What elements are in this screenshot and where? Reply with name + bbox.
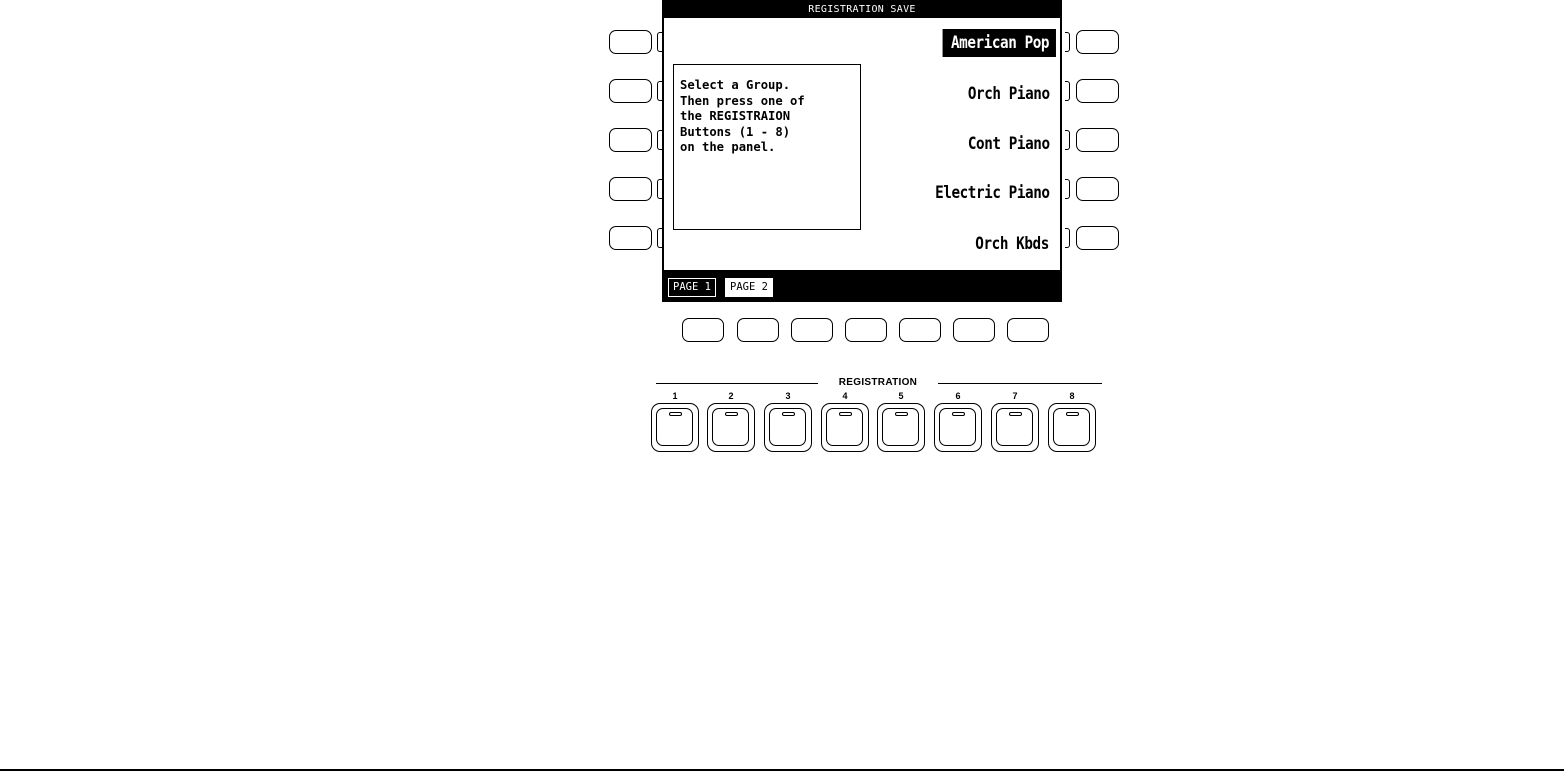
registration-number: 8 [1069,391,1075,401]
screen-title: REGISTRATION SAVE [664,2,1060,18]
bracket [1065,81,1070,101]
registration-button-face [826,408,863,446]
tab-page-1[interactable]: PAGE 1 [668,278,716,297]
left-button-4[interactable] [609,177,652,201]
group-item-electric-piano[interactable]: Electric Piano [934,183,1050,203]
bottom-button-1[interactable] [682,318,724,342]
instruction-message [673,64,861,230]
message-line: on the panel. [680,140,776,155]
registration-number: 6 [955,391,961,401]
bracket [1065,130,1070,150]
right-button-5[interactable] [1076,226,1119,250]
registration-button-face [882,408,919,446]
registration-button-4[interactable] [821,403,869,452]
registration-number: 4 [842,391,848,401]
group-item-american-pop[interactable]: American Pop [943,29,1056,57]
registration-button-face [996,408,1033,446]
registration-button-2[interactable] [707,403,755,452]
group-item-orch-piano[interactable]: Orch Piano [967,84,1050,104]
bottom-button-5[interactable] [899,318,941,342]
bracket [657,228,662,248]
bottom-button-2[interactable] [737,318,779,342]
led-indicator [782,412,795,416]
bottom-button-3[interactable] [791,318,833,342]
registration-button-5[interactable] [877,403,925,452]
left-button-5[interactable] [609,226,652,250]
right-button-3[interactable] [1076,128,1119,152]
bottom-button-4[interactable] [845,318,887,342]
registration-button-face [939,408,976,446]
left-button-1[interactable] [609,30,652,54]
registration-button-7[interactable] [991,403,1039,452]
message-line: Select a Group. [680,78,791,92]
group-item-orch-kbds[interactable]: Orch Kbds [975,234,1050,254]
led-indicator [1066,412,1079,416]
bottom-button-7[interactable] [1007,318,1049,342]
registration-number: 2 [728,391,734,401]
led-indicator [952,412,965,416]
registration-number: 7 [1012,391,1018,401]
registration-number: 3 [785,391,791,401]
registration-button-face [712,408,749,446]
message-line: Then press one of [680,93,805,108]
lcd-screen [662,0,1062,302]
bracket [1065,32,1070,52]
registration-number: 1 [672,391,678,401]
bracket [657,81,662,101]
registration-button-1[interactable] [651,403,699,452]
right-button-1[interactable] [1076,30,1119,54]
led-indicator [725,412,738,416]
registration-button-face [769,408,806,446]
message-line: Buttons (1 - 8) [680,124,791,139]
registration-number: 5 [898,391,904,401]
bracket [1065,179,1070,199]
page-tab-bar [664,270,1060,300]
bracket [657,32,662,52]
bottom-button-6[interactable] [953,318,995,342]
right-button-2[interactable] [1076,79,1119,103]
led-indicator [669,412,682,416]
registration-button-3[interactable] [764,403,812,452]
led-indicator [1009,412,1022,416]
registration-button-8[interactable] [1048,403,1096,452]
bracket [657,130,662,150]
left-button-3[interactable] [609,128,652,152]
registration-button-6[interactable] [934,403,982,452]
bracket [657,179,662,199]
message-line: the REGISTRAION [680,109,791,124]
left-button-2[interactable] [609,79,652,103]
tab-page-2[interactable]: PAGE 2 [725,278,773,297]
right-button-4[interactable] [1076,177,1119,201]
registration-button-face [656,408,693,446]
led-indicator [895,412,908,416]
group-item-cont-piano[interactable]: Cont Piano [967,134,1050,154]
registration-label: REGISTRATION [818,377,938,388]
bracket [1065,228,1070,248]
registration-button-face [1053,408,1090,446]
led-indicator [839,412,852,416]
